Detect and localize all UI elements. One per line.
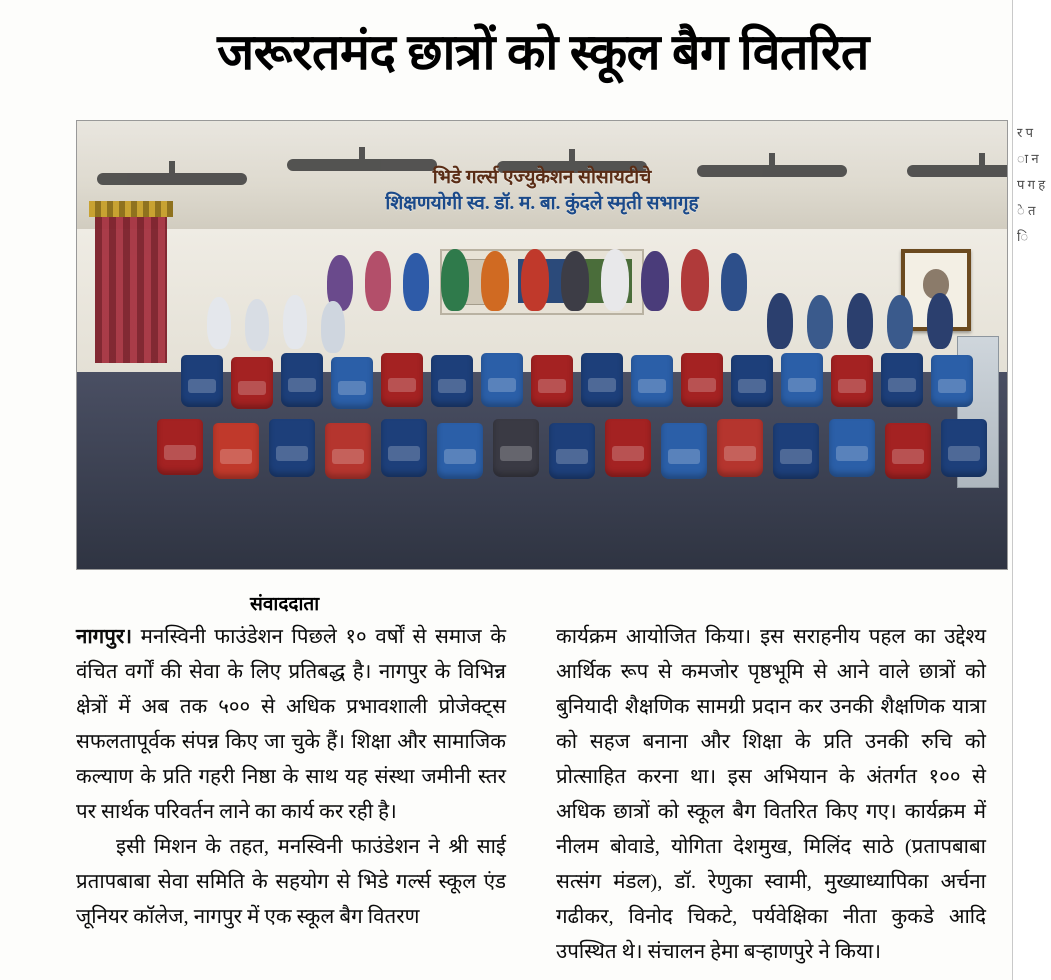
- person: [207, 297, 231, 349]
- school-bag: [885, 423, 931, 479]
- ceiling-fan-icon: [97, 173, 247, 185]
- person: [641, 251, 669, 311]
- school-bag: [493, 419, 539, 477]
- article-paragraph: कार्यक्रम आयोजित किया। इस सराहनीय पहल का उद्देश्य आर्थिक रूप से कमजोर पृष्ठभूमि से आने वाले छात्रों को बुनियादी शैक्षणिक सामग्री प्रदान कर उनकी शैक्षणिक यात्रा को सहज बनाना और शिक्षा के प्रति उनकी रुचि को प्रोत्साहित करना था। इस अभियान के अंतर्गत १०० से अधिक छात्रों को स्कूल बैग वितरित किए गए। कार्यक्रम में नीलम बोवाडे, योगिता देशमुख, मिलिंद साठे (प्रतापबाबा सत्संग मंडल), डॉ. रेणुका स्वामी, मुख्याध्यापिका अर्चना गढीकर, विनोद चिकटे, पर्यवेक्षिका नीता कुकडे आदि उपस्थित थे। संचालन हेमा बऱ्हाणपुरे ने किया।: [556, 626, 986, 963]
- person: [927, 293, 953, 349]
- school-bag: [773, 423, 819, 479]
- photo-crowd: [77, 237, 1007, 569]
- school-bag: [931, 355, 973, 407]
- school-bag: [431, 355, 473, 407]
- school-bag: [213, 423, 259, 479]
- school-bag: [381, 419, 427, 477]
- article-paragraph: इसी मिशन के तहत, मनस्विनी फाउंडेशन ने श्री साई प्रतापबाबा सेवा समिति के सहयोग से भिडे गर्ल्स स्कूल एंड जूनियर कॉलेज, नागपुर में एक स्कूल बैग वितरण: [76, 836, 506, 928]
- school-bag: [881, 353, 923, 407]
- person: [807, 295, 833, 349]
- ceiling-fan-icon: [907, 165, 1008, 177]
- school-bag: [269, 419, 315, 477]
- person: [321, 301, 345, 353]
- article-column-left: [76, 620, 506, 935]
- person: [887, 295, 913, 349]
- article-column-right: [556, 620, 986, 970]
- hall-banner-line1: भिडे गर्ल्स एज्युकेशन सोसायटीचे: [432, 167, 652, 188]
- person: [441, 249, 469, 311]
- right-margin-text: र प ा न प ग ह े त ि: [1017, 125, 1046, 244]
- right-margin-column: [1013, 0, 1051, 980]
- school-bag: [325, 423, 371, 479]
- school-bag: [829, 419, 875, 477]
- school-bag: [717, 419, 763, 477]
- school-bag: [661, 423, 707, 479]
- dateline: नागपुर।: [76, 626, 141, 648]
- school-bag: [549, 423, 595, 479]
- school-bag: [941, 419, 987, 477]
- person: [847, 293, 873, 349]
- school-bag: [731, 355, 773, 407]
- school-bag: [681, 353, 723, 407]
- school-bag: [481, 353, 523, 407]
- article-photo: [76, 120, 1008, 570]
- school-bag: [437, 423, 483, 479]
- school-bag: [281, 353, 323, 407]
- school-bag: [605, 419, 651, 477]
- school-bag: [531, 355, 573, 407]
- hall-banner: [232, 165, 852, 217]
- article-paragraph-text: मनस्विनी फाउंडेशन पिछले १० वर्षों से समाज के वंचित वर्गों की सेवा के लिए प्रतिबद्ध है। नागपुर के विभिन्न क्षेत्रों में अब तक ५०० से अधिक प्रभावशाली प्रोजेक्ट्स सफलतापूर्वक संपन्न किए जा चुके हैं। शिक्षा और सामाजिक कल्याण के प्रति गहरी निष्ठा के साथ यह संस्था जमीनी स्तर पर सार्थक परिवर्तन लाने का कार्य कर रही है।: [76, 626, 506, 823]
- hall-banner-line2: शिक्षणयोगी स्व. डॉ. म. बा. कुंदले स्मृती सभागृह: [385, 193, 699, 214]
- person: [521, 249, 549, 311]
- person: [721, 253, 747, 311]
- byline: संवाददाता: [250, 594, 320, 615]
- school-bag: [231, 357, 273, 409]
- person: [365, 251, 391, 311]
- person: [283, 295, 307, 349]
- school-bag: [157, 419, 203, 475]
- person: [681, 249, 709, 311]
- school-bag: [331, 357, 373, 409]
- person: [245, 299, 269, 351]
- page-headline: जरूरतमंद छात्रों को स्कूल बैग वितरित: [217, 24, 869, 80]
- person: [601, 249, 629, 311]
- school-bag: [381, 353, 423, 407]
- school-bag: [581, 353, 623, 407]
- article-paragraph: [76, 620, 506, 830]
- school-bag: [781, 353, 823, 407]
- person: [403, 253, 429, 311]
- person: [481, 251, 509, 311]
- person: [561, 251, 589, 311]
- school-bag: [181, 355, 223, 407]
- person: [767, 293, 793, 349]
- school-bag: [631, 355, 673, 407]
- school-bag: [831, 355, 873, 407]
